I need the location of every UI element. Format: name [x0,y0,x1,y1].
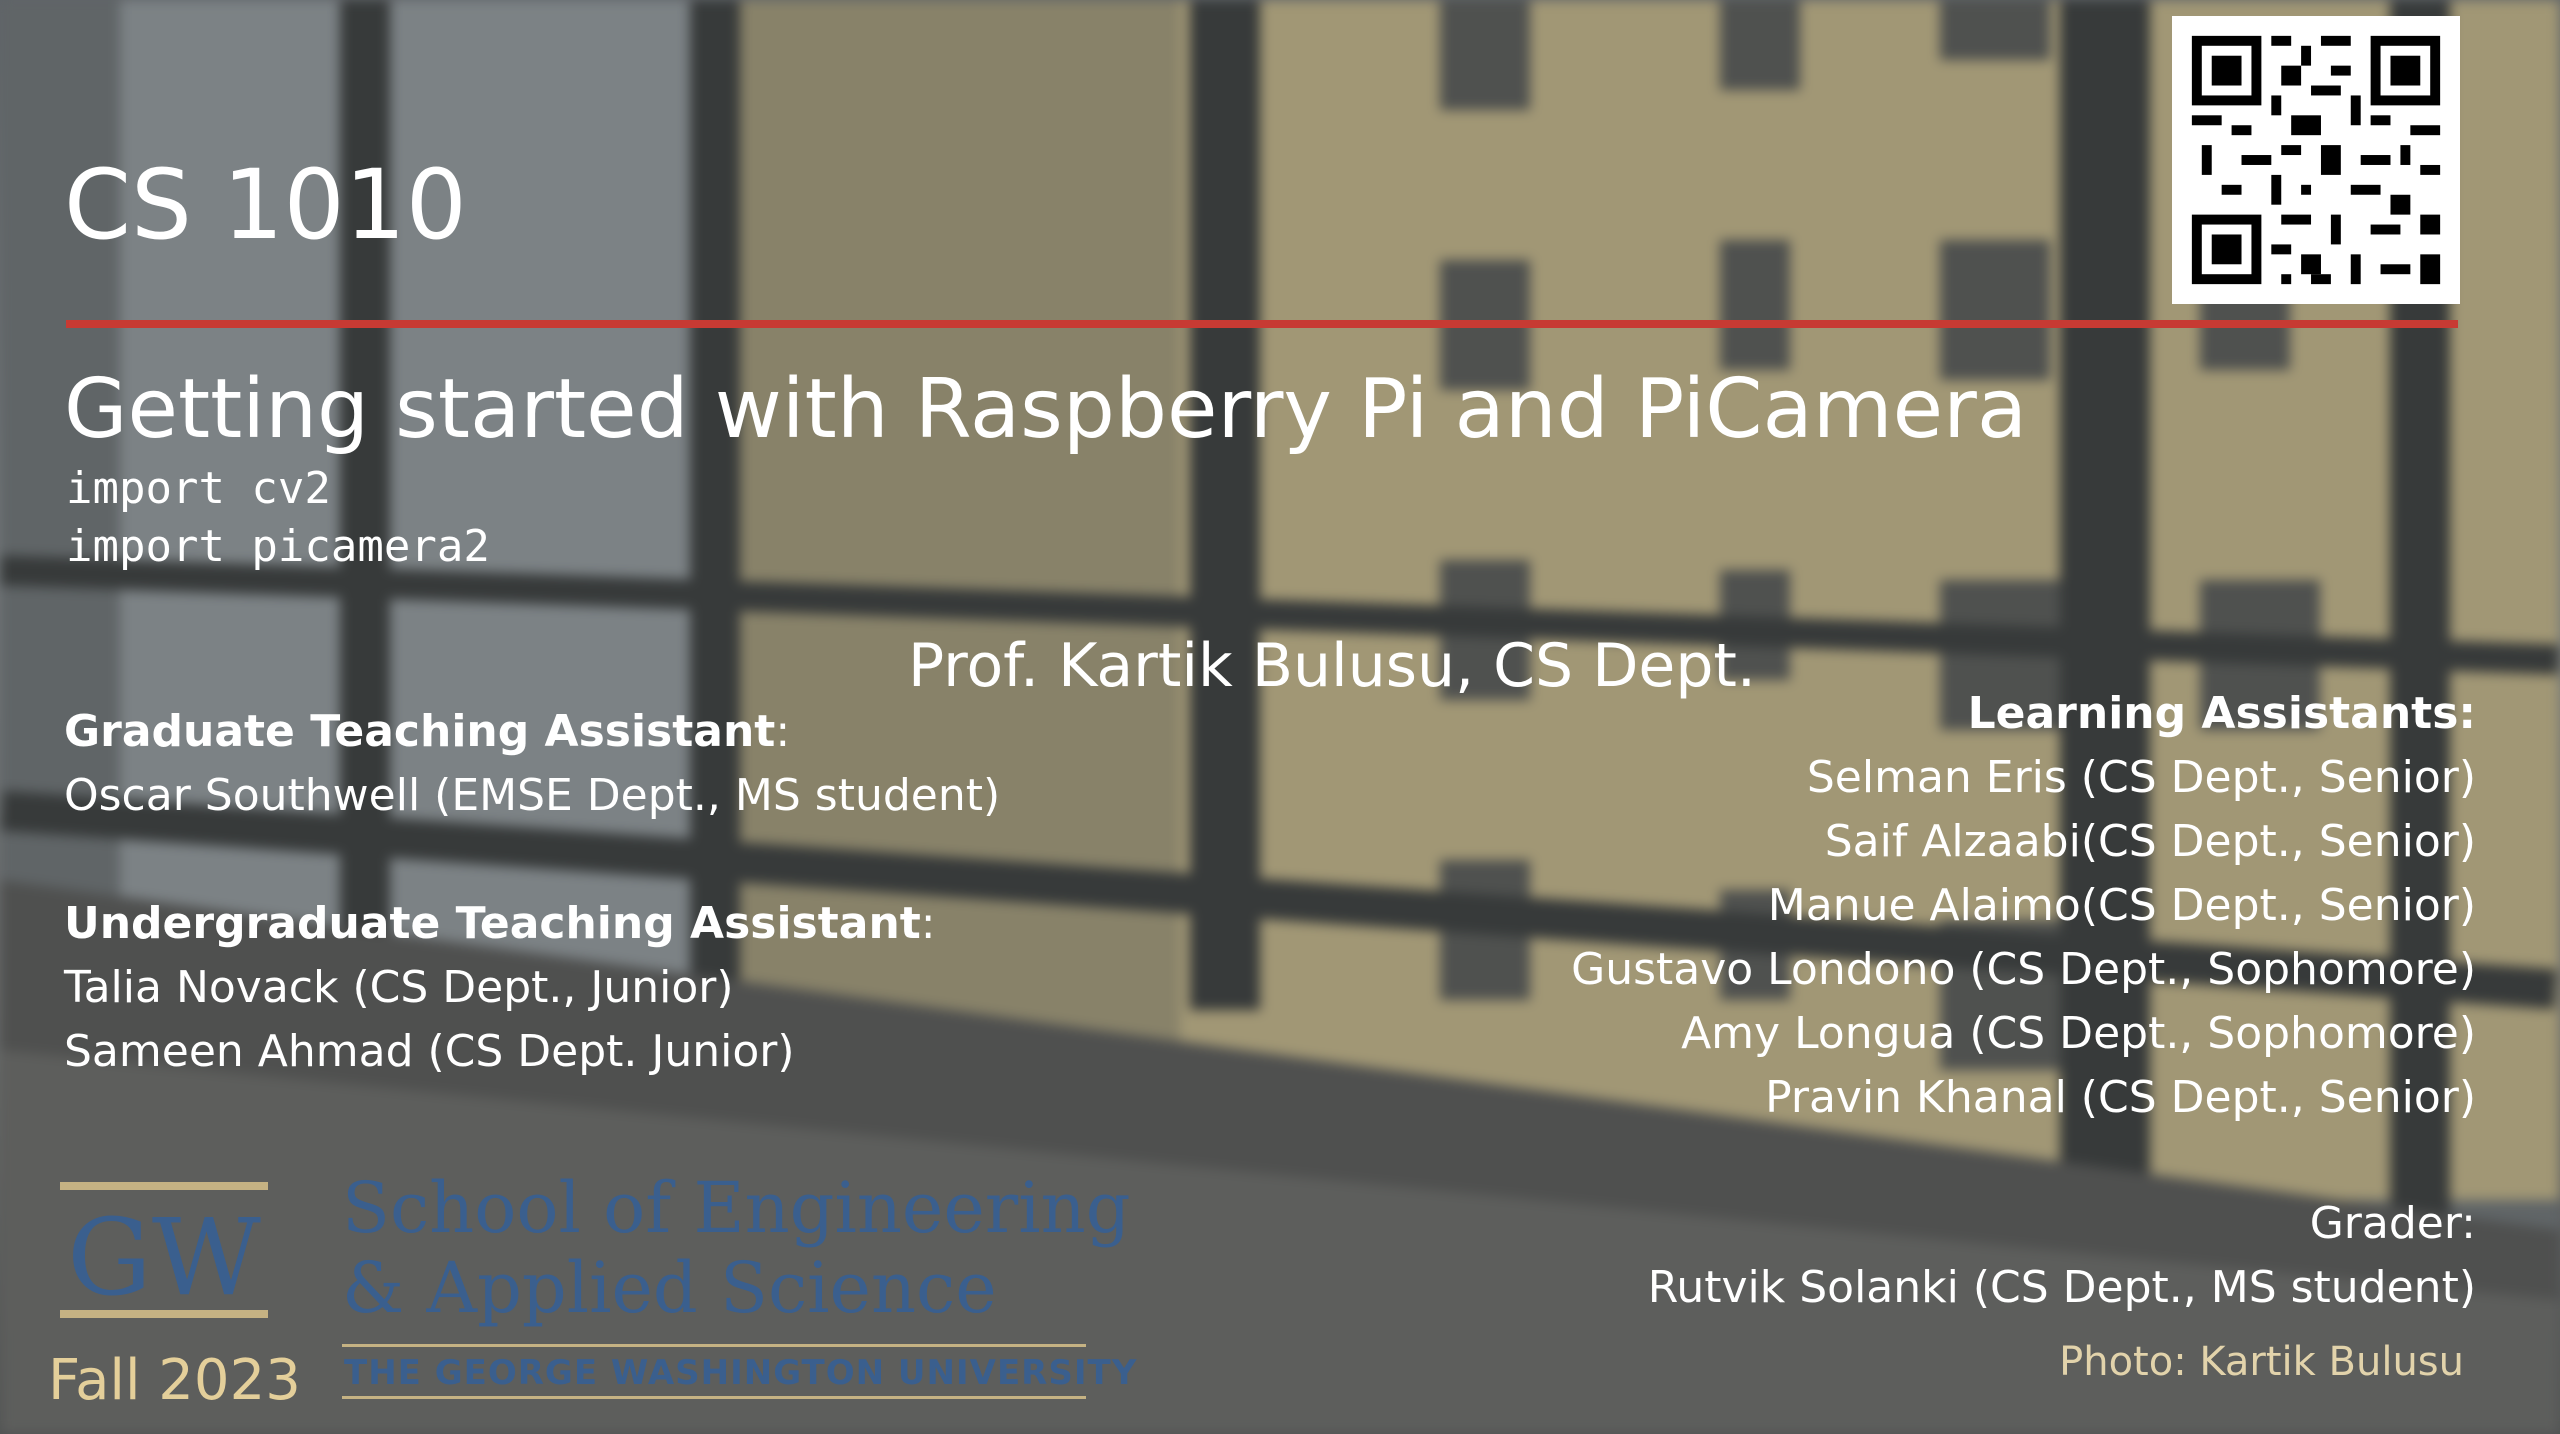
learning-assistant-name: Saif Alzaabi(CS Dept., Senior) [1824,816,2476,867]
logo-divider-top [342,1344,1086,1347]
grader-block [1648,1192,2476,1320]
qr-code-icon[interactable] [2172,16,2460,304]
learning-assistant-name: Amy Longua (CS Dept., Sophomore) [1681,1008,2476,1059]
learning-assistant-name: Selman Eris (CS Dept., Senior) [1806,752,2476,803]
photo-credit: Photo: Kartik Bulusu [2059,1339,2464,1385]
professor-name: Prof. Kartik Bulusu, CS Dept. [908,631,1756,701]
learning-assistant-name: Gustavo Londono (CS Dept., Sophomore) [1571,944,2476,995]
code-line: import cv2 [66,463,331,514]
logo-divider-bottom [342,1396,1086,1399]
learning-assistants-heading: Learning Assistants: [1967,688,2476,739]
slide-subtitle: Getting started with Raspberry Pi and PiCamera [64,362,2028,457]
undergrad-ta-name: Talia Novack (CS Dept., Junior) [64,962,734,1013]
school-name-line2: & Applied Science [342,1247,997,1329]
teaching-assistants [64,700,1000,1084]
grader-heading: Grader: [2309,1198,2476,1249]
title-divider [66,320,2458,328]
undergrad-ta-name: Sameen Ahmad (CS Dept. Junior) [64,1026,795,1077]
gw-logo [60,1182,268,1318]
gw-letters: GW [67,1196,261,1318]
grader-name: Rutvik Solanki (CS Dept., MS student) [1647,1262,2476,1313]
course-title: CS 1010 [64,149,467,261]
code-line: import picamera2 [66,521,490,572]
graduate-ta-heading: Graduate Teaching Assistant: [64,706,791,757]
learning-assistant-name: Pravin Khanal (CS Dept., Senior) [1765,1072,2476,1123]
learning-assistants [1571,682,2476,1130]
learning-assistant-name: Manue Alaimo(CS Dept., Senior) [1767,880,2476,931]
term-label: Fall 2023 [48,1348,301,1413]
undergrad-ta-heading: Undergraduate Teaching Assistant: [64,898,936,949]
graduate-ta-name: Oscar Southwell (EMSE Dept., MS student) [64,770,1001,821]
school-name-line1: School of Engineering [342,1167,1131,1249]
university-name: THE GEORGE WASHINGTON UNIVERSITY [344,1353,1138,1393]
code-snippet [66,460,490,576]
